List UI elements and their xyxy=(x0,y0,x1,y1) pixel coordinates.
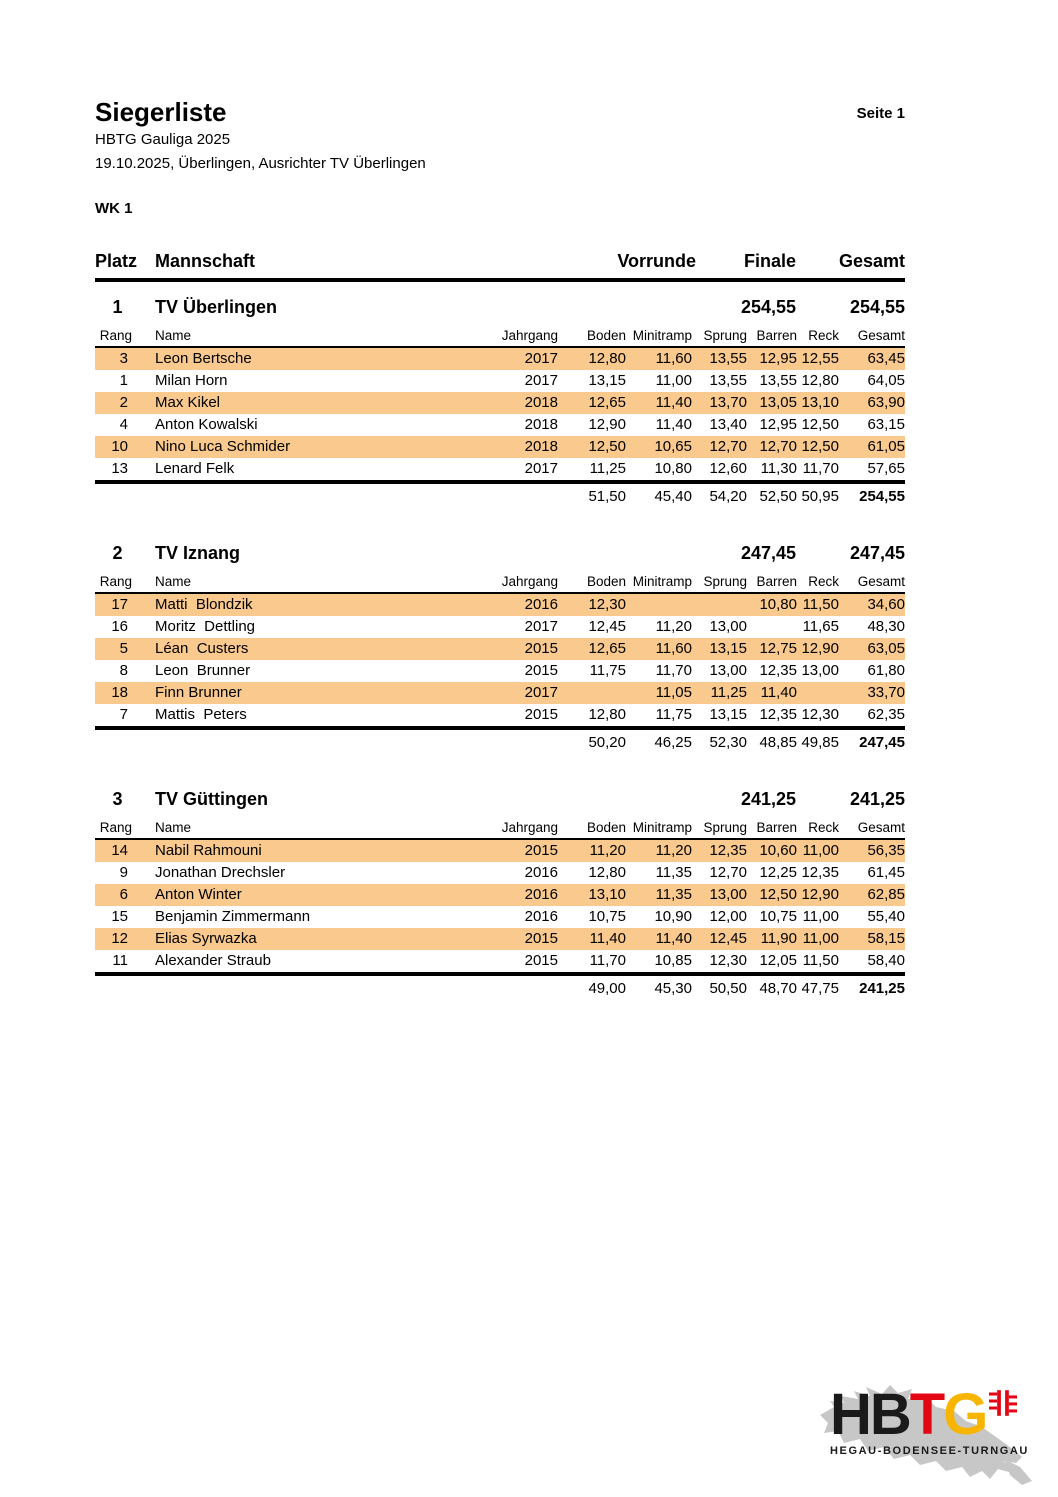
cell-reck: 12,35 xyxy=(801,864,839,881)
cell-rang: 7 xyxy=(119,706,128,723)
athlete-row xyxy=(95,616,905,638)
cell-reck: 12,30 xyxy=(801,706,839,723)
cell-gesamt: 63,45 xyxy=(867,350,905,367)
cell-gesamt: 63,15 xyxy=(867,416,905,433)
cell-boden: 13,15 xyxy=(588,372,626,389)
col-sprung: Sprung xyxy=(703,328,747,343)
athlete-row xyxy=(95,660,905,682)
cell-gesamt: 62,35 xyxy=(867,706,905,723)
cell-barren: 10,60 xyxy=(759,842,797,859)
results-table xyxy=(95,251,905,1002)
col-gesamt: Gesamt xyxy=(857,328,905,343)
cell-rang: 2 xyxy=(119,394,128,411)
team-rank: 3 xyxy=(112,788,123,809)
cell-name: Elias Syrwazka xyxy=(155,930,257,947)
cell-boden: 11,70 xyxy=(589,952,626,969)
cell-minitramp: 11,75 xyxy=(655,706,692,723)
athlete-row xyxy=(95,348,905,370)
cell-gesamt: 55,40 xyxy=(867,908,905,925)
cell-barren: 12,75 xyxy=(759,640,797,657)
cell-minitramp: 11,40 xyxy=(655,930,692,947)
cell-name: Leon Bertsche xyxy=(155,350,252,367)
total-barren: 52,50 xyxy=(759,488,797,505)
athlete-row xyxy=(95,638,905,660)
cell-minitramp: 11,60 xyxy=(655,350,692,367)
logo-wordmark xyxy=(830,1382,1029,1447)
cell-jahrgang: 2015 xyxy=(524,842,558,859)
team-heading xyxy=(95,784,905,814)
athlete-row xyxy=(95,392,905,414)
total-boden: 51,50 xyxy=(588,488,626,505)
cell-rang: 10 xyxy=(111,438,128,455)
total-minitramp: 45,30 xyxy=(654,980,692,997)
athlete-columns-header xyxy=(95,322,905,348)
athlete-row xyxy=(95,862,905,884)
cell-boden: 12,50 xyxy=(588,438,626,455)
col-gesamt: Gesamt xyxy=(857,574,905,589)
cell-jahrgang: 2015 xyxy=(524,952,558,969)
cell-minitramp: 11,40 xyxy=(655,416,692,433)
cell-boden: 10,75 xyxy=(588,908,626,925)
total-minitramp: 46,25 xyxy=(654,734,692,751)
cell-rang: 14 xyxy=(111,842,128,859)
cell-sprung: 11,25 xyxy=(710,684,747,701)
cell-sprung: 13,15 xyxy=(709,706,747,723)
cell-rang: 9 xyxy=(119,864,128,881)
cell-jahrgang: 2015 xyxy=(524,640,558,657)
cell-rang: 13 xyxy=(111,460,128,477)
cell-gesamt: 56,35 xyxy=(867,842,905,859)
cell-sprung: 13,00 xyxy=(709,662,747,679)
athlete-row xyxy=(95,370,905,392)
team-name: TV Güttingen xyxy=(155,788,268,809)
cell-barren: 12,35 xyxy=(759,706,797,723)
cell-reck: 11,50 xyxy=(802,596,839,613)
cell-barren: 11,40 xyxy=(760,684,797,701)
team-totals-row xyxy=(95,484,905,510)
col-name: Name xyxy=(155,574,192,589)
col-name: Name xyxy=(155,328,192,343)
cell-gesamt: 64,05 xyxy=(867,372,905,389)
team-gesamt: 254,55 xyxy=(849,296,905,317)
cell-jahrgang: 2018 xyxy=(524,394,558,411)
cell-barren: 12,05 xyxy=(759,952,797,969)
cell-name: Lenard Felk xyxy=(155,460,235,477)
total-reck: 49,85 xyxy=(801,734,839,751)
col-jahrgang: Jahrgang xyxy=(501,328,558,343)
cell-barren: 13,55 xyxy=(759,372,797,389)
cell-boden: 11,75 xyxy=(589,662,626,679)
total-reck: 50,95 xyxy=(801,488,839,505)
header-finale: Finale xyxy=(743,251,796,271)
cell-name: Benjamin Zimmermann xyxy=(155,908,311,925)
cell-reck: 11,65 xyxy=(802,618,839,635)
cell-jahrgang: 2016 xyxy=(524,886,558,903)
cell-jahrgang: 2015 xyxy=(524,662,558,679)
cell-minitramp xyxy=(626,594,692,616)
cell-gesamt: 34,60 xyxy=(867,596,905,613)
cell-reck: 13,00 xyxy=(801,662,839,679)
cell-minitramp: 11,60 xyxy=(655,640,692,657)
col-rang: Rang xyxy=(99,574,132,589)
total-sprung: 54,20 xyxy=(709,488,747,505)
cell-boden: 12,80 xyxy=(588,350,626,367)
cell-minitramp: 10,90 xyxy=(654,908,692,925)
col-boden: Boden xyxy=(586,820,626,835)
col-jahrgang: Jahrgang xyxy=(501,820,558,835)
team-finale: 241,25 xyxy=(740,788,796,809)
cell-sprung: 12,60 xyxy=(709,460,747,477)
cell-sprung: 13,55 xyxy=(709,350,747,367)
cell-gesamt: 48,30 xyxy=(867,618,905,635)
cell-minitramp: 11,05 xyxy=(655,684,692,701)
cell-minitramp: 11,40 xyxy=(655,394,692,411)
cell-rang: 18 xyxy=(111,684,128,701)
cell-barren: 10,80 xyxy=(759,596,797,613)
cell-barren: 12,70 xyxy=(759,438,797,455)
col-gesamt: Gesamt xyxy=(857,820,905,835)
cell-jahrgang: 2017 xyxy=(524,618,558,635)
team-totals-row xyxy=(95,730,905,756)
athlete-row xyxy=(95,704,905,726)
cell-barren: 12,35 xyxy=(759,662,797,679)
cell-reck: 12,80 xyxy=(801,372,839,389)
athlete-columns-header xyxy=(95,568,905,594)
cell-rang: 17 xyxy=(111,596,128,613)
cell-barren: 12,25 xyxy=(759,864,797,881)
cell-gesamt: 62,85 xyxy=(867,886,905,903)
cell-name: Nino Luca Schmider xyxy=(155,438,291,455)
cell-rang: 4 xyxy=(119,416,128,433)
page-number: Seite 1 xyxy=(856,105,905,122)
cell-name: Mattis Peters xyxy=(155,706,247,723)
col-sprung: Sprung xyxy=(703,820,747,835)
cell-name: Finn Brunner xyxy=(155,684,242,701)
cell-boden: 12,80 xyxy=(588,864,626,881)
cell-jahrgang: 2015 xyxy=(524,930,558,947)
cell-rang: 1 xyxy=(119,372,128,389)
total-gesamt: 241,25 xyxy=(859,980,905,997)
cell-boden: 12,90 xyxy=(588,416,626,433)
athlete-row xyxy=(95,884,905,906)
total-sprung: 52,30 xyxy=(709,734,747,751)
cell-sprung: 12,45 xyxy=(709,930,747,947)
cell-name: Jonathan Drechsler xyxy=(155,864,286,881)
cell-sprung: 13,15 xyxy=(709,640,747,657)
team-gesamt: 247,45 xyxy=(849,542,905,563)
cell-rang: 11 xyxy=(112,952,128,969)
league-subtitle: HBTG Gauliga 2025 xyxy=(95,131,231,148)
cell-sprung: 13,40 xyxy=(709,416,747,433)
cell-sprung: 12,30 xyxy=(709,952,747,969)
cell-barren: 12,95 xyxy=(759,350,797,367)
col-name: Name xyxy=(155,820,192,835)
header-gesamt: Gesamt xyxy=(838,251,905,271)
cell-barren: 13,05 xyxy=(759,394,797,411)
cell-rang: 16 xyxy=(111,618,128,635)
cell-name: Milan Horn xyxy=(155,372,228,389)
total-boden: 49,00 xyxy=(588,980,626,997)
team-rank: 1 xyxy=(112,296,123,317)
col-rang: Rang xyxy=(99,820,132,835)
header-vorrunde: Vorrunde xyxy=(617,251,696,271)
hbtg-logo xyxy=(786,1363,1042,1487)
event-subtitle: 19.10.2025, Überlingen, Ausrichter TV Überlingen xyxy=(95,155,426,172)
cell-reck: 12,90 xyxy=(801,886,839,903)
cell-name: Anton Kowalski xyxy=(155,416,258,433)
cell-jahrgang: 2018 xyxy=(524,416,558,433)
team-heading xyxy=(95,292,905,322)
cell-sprung: 13,55 xyxy=(709,372,747,389)
team-name: TV Iznang xyxy=(155,542,240,563)
col-minitramp: Minitramp xyxy=(632,574,692,589)
col-sprung: Sprung xyxy=(703,574,747,589)
cell-reck: 11,00 xyxy=(802,908,839,925)
cell-rang: 5 xyxy=(119,640,128,657)
cell-rang: 3 xyxy=(119,350,128,367)
cell-sprung: 13,00 xyxy=(709,886,747,903)
cell-minitramp: 10,80 xyxy=(654,460,692,477)
cell-sprung: 12,35 xyxy=(709,842,747,859)
cell-boden: 11,25 xyxy=(589,460,626,477)
cell-jahrgang: 2016 xyxy=(524,864,558,881)
total-minitramp: 45,40 xyxy=(654,488,692,505)
cell-reck: 12,90 xyxy=(801,640,839,657)
cell-minitramp: 10,65 xyxy=(654,438,692,455)
cell-barren: 11,90 xyxy=(760,930,797,947)
cell-name: Nabil Rahmouni xyxy=(155,842,262,859)
col-reck: Reck xyxy=(808,328,839,343)
cell-boden xyxy=(558,682,626,704)
col-minitramp: Minitramp xyxy=(632,328,692,343)
cell-jahrgang: 2017 xyxy=(524,460,558,477)
athlete-row xyxy=(95,682,905,704)
cell-boden: 12,80 xyxy=(588,706,626,723)
cell-jahrgang: 2016 xyxy=(524,596,558,613)
cell-boden: 12,45 xyxy=(588,618,626,635)
cell-reck: 11,00 xyxy=(802,842,839,859)
cell-sprung: 12,70 xyxy=(709,438,747,455)
athlete-rows xyxy=(95,840,905,972)
page-title: Siegerliste xyxy=(95,97,227,127)
cell-boden: 12,65 xyxy=(588,394,626,411)
header-platz: Platz xyxy=(95,251,138,271)
cell-gesamt: 57,65 xyxy=(867,460,905,477)
team-finale: 254,55 xyxy=(740,296,796,317)
col-minitramp: Minitramp xyxy=(632,820,692,835)
cell-reck: 12,55 xyxy=(801,350,839,367)
cell-name: Anton Winter xyxy=(155,886,242,903)
competition-class-label: WK 1 xyxy=(95,200,133,217)
logo-letter-g: G xyxy=(943,1382,987,1447)
cell-rang: 6 xyxy=(119,886,128,903)
cell-reck xyxy=(797,682,839,704)
col-boden: Boden xyxy=(586,328,626,343)
team-section-2 xyxy=(95,538,905,756)
team-rank: 2 xyxy=(112,542,123,563)
cell-minitramp: 11,20 xyxy=(655,842,692,859)
team-section-1 xyxy=(95,292,905,510)
col-rang: Rang xyxy=(99,328,132,343)
col-reck: Reck xyxy=(808,820,839,835)
cell-minitramp: 10,85 xyxy=(654,952,692,969)
cell-gesamt: 61,05 xyxy=(867,438,905,455)
total-reck: 47,75 xyxy=(801,980,839,997)
cell-name: Leon Brunner xyxy=(155,662,251,679)
cell-barren: 10,75 xyxy=(759,908,797,925)
cell-minitramp: 11,70 xyxy=(655,662,692,679)
col-barren: Barren xyxy=(756,820,797,835)
cell-reck: 12,50 xyxy=(801,438,839,455)
cell-reck: 13,10 xyxy=(801,394,839,411)
logo-letters-hb: HB xyxy=(830,1382,910,1447)
cell-jahrgang: 2016 xyxy=(524,908,558,925)
cell-jahrgang: 2018 xyxy=(524,438,558,455)
col-barren: Barren xyxy=(756,574,797,589)
cell-barren: 12,95 xyxy=(759,416,797,433)
col-reck: Reck xyxy=(808,574,839,589)
cell-reck: 11,50 xyxy=(802,952,839,969)
athlete-row xyxy=(95,414,905,436)
cell-gesamt: 58,40 xyxy=(867,952,905,969)
cell-boden: 13,10 xyxy=(588,886,626,903)
turnerkreuz-icon xyxy=(989,1389,1017,1417)
cell-boden: 11,40 xyxy=(589,930,626,947)
cell-sprung: 12,70 xyxy=(709,864,747,881)
cell-jahrgang: 2017 xyxy=(524,350,558,367)
cell-name: Alexander Straub xyxy=(155,952,271,969)
cell-boden: 12,65 xyxy=(588,640,626,657)
cell-sprung xyxy=(692,594,747,616)
athlete-row xyxy=(95,928,905,950)
logo-tagline: HEGAU-BODENSEE-TURNGAU xyxy=(830,1445,1029,1457)
cell-boden: 11,20 xyxy=(589,842,626,859)
team-name: TV Überlingen xyxy=(155,296,278,317)
cell-minitramp: 11,35 xyxy=(655,864,692,881)
cell-name: Max Kikel xyxy=(155,394,221,411)
cell-rang: 8 xyxy=(119,662,128,679)
cell-gesamt: 63,05 xyxy=(867,640,905,657)
cell-minitramp: 11,20 xyxy=(655,618,692,635)
cell-jahrgang: 2017 xyxy=(524,372,558,389)
col-jahrgang: Jahrgang xyxy=(501,574,558,589)
col-boden: Boden xyxy=(586,574,626,589)
total-gesamt: 247,45 xyxy=(859,734,905,751)
athlete-rows xyxy=(95,594,905,726)
athlete-columns-header xyxy=(95,814,905,840)
total-gesamt: 254,55 xyxy=(859,488,905,505)
total-barren: 48,70 xyxy=(759,980,797,997)
cell-name: Léan Custers xyxy=(155,640,249,657)
cell-gesamt: 63,90 xyxy=(867,394,905,411)
team-heading xyxy=(95,538,905,568)
cell-name: Matti Blondzik xyxy=(155,596,253,613)
team-section-3 xyxy=(95,784,905,1002)
cell-reck: 11,00 xyxy=(802,930,839,947)
cell-gesamt: 61,45 xyxy=(867,864,905,881)
cell-gesamt: 33,70 xyxy=(867,684,905,701)
cell-gesamt: 61,80 xyxy=(867,662,905,679)
cell-barren: 12,50 xyxy=(759,886,797,903)
cell-reck: 12,50 xyxy=(801,416,839,433)
cell-boden: 12,30 xyxy=(588,596,626,613)
table-main-header xyxy=(95,251,905,278)
athlete-row xyxy=(95,436,905,458)
document-header xyxy=(95,98,905,126)
athlete-rows xyxy=(95,348,905,480)
cell-minitramp: 11,35 xyxy=(655,886,692,903)
cell-sprung: 13,00 xyxy=(709,618,747,635)
team-gesamt: 241,25 xyxy=(849,788,905,809)
cell-reck: 11,70 xyxy=(802,460,839,477)
cell-rang: 15 xyxy=(111,908,128,925)
cell-barren: 11,30 xyxy=(760,460,797,477)
logo-letter-t: T xyxy=(909,1382,944,1447)
cell-barren xyxy=(747,616,797,638)
total-sprung: 50,50 xyxy=(709,980,747,997)
cell-minitramp: 11,00 xyxy=(655,372,692,389)
header-mannschaft: Mannschaft xyxy=(155,251,256,271)
col-barren: Barren xyxy=(756,328,797,343)
cell-gesamt: 58,15 xyxy=(867,930,905,947)
cell-sprung: 12,00 xyxy=(709,908,747,925)
cell-jahrgang: 2017 xyxy=(524,684,558,701)
athlete-row xyxy=(95,906,905,928)
header-divider xyxy=(95,278,905,282)
athlete-row xyxy=(95,594,905,616)
cell-sprung: 13,70 xyxy=(709,394,747,411)
cell-name: Moritz Dettling xyxy=(155,618,256,635)
total-barren: 48,85 xyxy=(759,734,797,751)
cell-rang: 12 xyxy=(111,930,128,947)
team-totals-row xyxy=(95,976,905,1002)
total-boden: 50,20 xyxy=(588,734,626,751)
team-finale: 247,45 xyxy=(740,542,796,563)
athlete-row xyxy=(95,840,905,862)
athlete-row xyxy=(95,950,905,972)
athlete-row xyxy=(95,458,905,480)
cell-jahrgang: 2015 xyxy=(524,706,558,723)
